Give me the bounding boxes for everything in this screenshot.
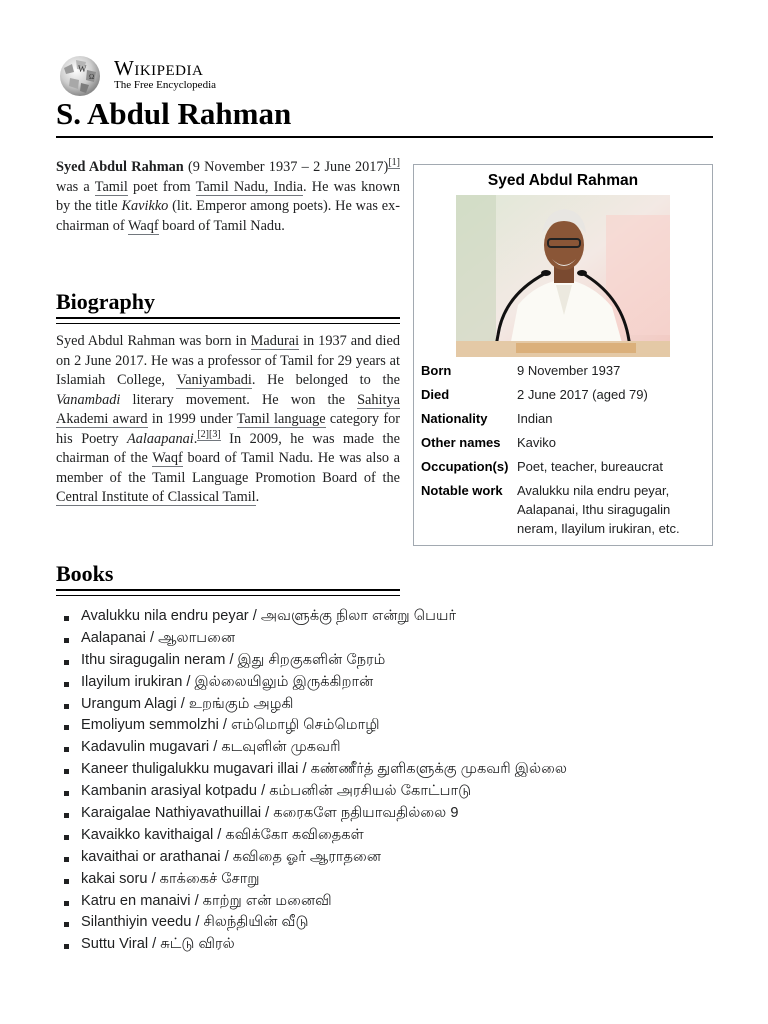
kavikko-title: Kavikko (121, 198, 169, 214)
books-list (64, 606, 567, 956)
infobox-label: Occupation(s) (421, 459, 509, 474)
wikipedia-wordmark: Wikipedia (114, 56, 204, 80)
infobox-value: Poet, teacher, bureaucrat (517, 459, 663, 474)
biography-divider (56, 317, 400, 319)
infobox-value: Indian (517, 411, 553, 426)
bio-text: Syed Abdul Rahman was born in (56, 333, 251, 349)
intro-paragraph (56, 158, 400, 236)
vaniyambadi-link[interactable]: Vaniyambadi (176, 372, 252, 388)
title-divider (56, 136, 713, 138)
cict-link[interactable]: Central Institute of Classical Tamil (56, 489, 256, 505)
book-item: Silanthiyin veedu / சிலந்தியின் வீடு (64, 912, 567, 934)
infobox-value: 2 June 2017 (aged 79) (517, 387, 648, 402)
infobox-value: Avalukku nila endru peyar, Aalapanai, Ithu siragugalin neram, Ilayilum irukiran, etc. (517, 483, 680, 536)
book-item: Emoliyum semmolzhi / எம்மொழி செம்மொழி (64, 715, 567, 737)
book-item: Kavaikko kavithaigal / கவிக்கோ கவிதைகள் (64, 825, 567, 847)
book-item: Aalapanai / ஆலாபனை (64, 628, 567, 650)
wikipedia-globe-icon (56, 54, 104, 98)
biography-paragraph (56, 332, 400, 508)
infobox-value: Kaviko (517, 435, 557, 450)
book-item: Kaneer thuligalukku mugavari illai / கண்ணீர்த் துளிகளுக்கு முகவரி இல்லை (64, 759, 567, 781)
infobox-label: Nationality (421, 411, 488, 426)
infobox-title: Syed Abdul Rahman (487, 172, 639, 189)
sahitya-akademi-link[interactable]: Sahitya Akademi award (56, 391, 400, 427)
bio-text: . He belonged to the (251, 372, 400, 388)
page-title: S. Abdul Rahman (56, 96, 292, 131)
bio-text: in 1937 and died on 2 June 2017. He was a professor of Tamil for 29 years at Islamiah College, (56, 333, 400, 388)
book-item: Karaigalae Nathiyavathuillai / கரைகளே நதியாவதில்லை 9 (64, 803, 567, 825)
infobox (413, 164, 713, 546)
book-item: Ithu siragugalin neram / இது சிறகுகளின் நேரம் (64, 650, 567, 672)
infobox-label: Other names (421, 435, 501, 450)
portrait-image (456, 195, 670, 357)
books-heading: Books (56, 561, 114, 586)
book-item: kakai soru / காக்கைச் சோறு (64, 869, 567, 891)
wikipedia-logo[interactable] (56, 54, 256, 98)
ref-links-2-3[interactable]: [2][3] (197, 428, 221, 440)
intro-text: board of Tamil Nadu. (158, 217, 285, 234)
bio-text: . (255, 489, 260, 505)
bio-text: category for his Poetry (56, 411, 400, 447)
books-divider (56, 589, 400, 591)
svg-text:W: W (78, 64, 87, 74)
tamil-link[interactable]: Tamil (94, 178, 128, 195)
portrait-photo[interactable] (456, 195, 670, 357)
bio-text: in 1999 under (147, 411, 237, 427)
book-item: Suttu Viral / சுட்டு விரல் (64, 934, 567, 956)
subject-name: Syed Abdul Rahman (56, 159, 184, 175)
bio-text: board of Tamil Nadu. He was also a member of the Tamil Language Promotion Board of the (56, 450, 401, 486)
book-item: kavaithai or arathanai / கவிதை ஓர் ஆராதனை (64, 847, 567, 869)
book-item: Urangum Alagi / உறங்கும் அழகி (64, 694, 567, 716)
wikipedia-tagline: The Free Encyclopedia (114, 79, 217, 91)
waqf-link-2[interactable]: Waqf (152, 450, 183, 466)
bio-text: literary movement. He won the (120, 391, 358, 408)
madurai-link[interactable]: Madurai (250, 333, 300, 349)
bio-text: . (193, 430, 198, 447)
ref-link-1[interactable]: [1] (388, 157, 400, 169)
intro-text: was a (56, 178, 95, 195)
biography-divider-thin (56, 323, 400, 324)
intro-text: (lit. Emperor among poets). He was ex-chairman of (56, 198, 400, 234)
vanambadi-text: Vanambadi (56, 391, 121, 408)
books-divider-thin (56, 595, 400, 596)
intro-text: . He was known by the title (56, 178, 400, 214)
infobox-value: 9 November 1937 (517, 363, 621, 378)
tamil-nadu-link[interactable]: Tamil Nadu, India (195, 178, 304, 195)
tamil-language-link[interactable]: Tamil language (236, 411, 326, 427)
intro-dates: (9 November 1937 – 2 June 2017) (183, 159, 389, 175)
book-item: Katru en manaivi / காற்று என் மனைவி (64, 891, 567, 913)
intro-text: poet from (127, 178, 196, 195)
book-item: Avalukku nila endru peyar / அவளுக்கு நிலா என்று பெயர் (64, 606, 567, 628)
book-item: Ilayilum irukiran / இல்லையிலும் இருக்கிறான் (64, 672, 567, 694)
waqf-link[interactable]: Waqf (128, 217, 159, 234)
bio-text: In 2009, he was made the chairman of the (56, 430, 400, 466)
infobox-label: Born (421, 363, 452, 378)
book-item: Kadavulin mugavari / கடவுளின் முகவரி (64, 737, 567, 759)
book-item: Kambanin arasiyal kotpadu / கம்பனின் அரசியல் கோட்பாடு (64, 781, 567, 803)
svg-text:Ω: Ω (89, 73, 95, 81)
biography-heading: Biography (56, 289, 156, 314)
aalaapanai-text: Aalaapanai (127, 430, 194, 447)
infobox-label: Died (421, 387, 450, 402)
infobox-label: Notable work (421, 483, 503, 498)
